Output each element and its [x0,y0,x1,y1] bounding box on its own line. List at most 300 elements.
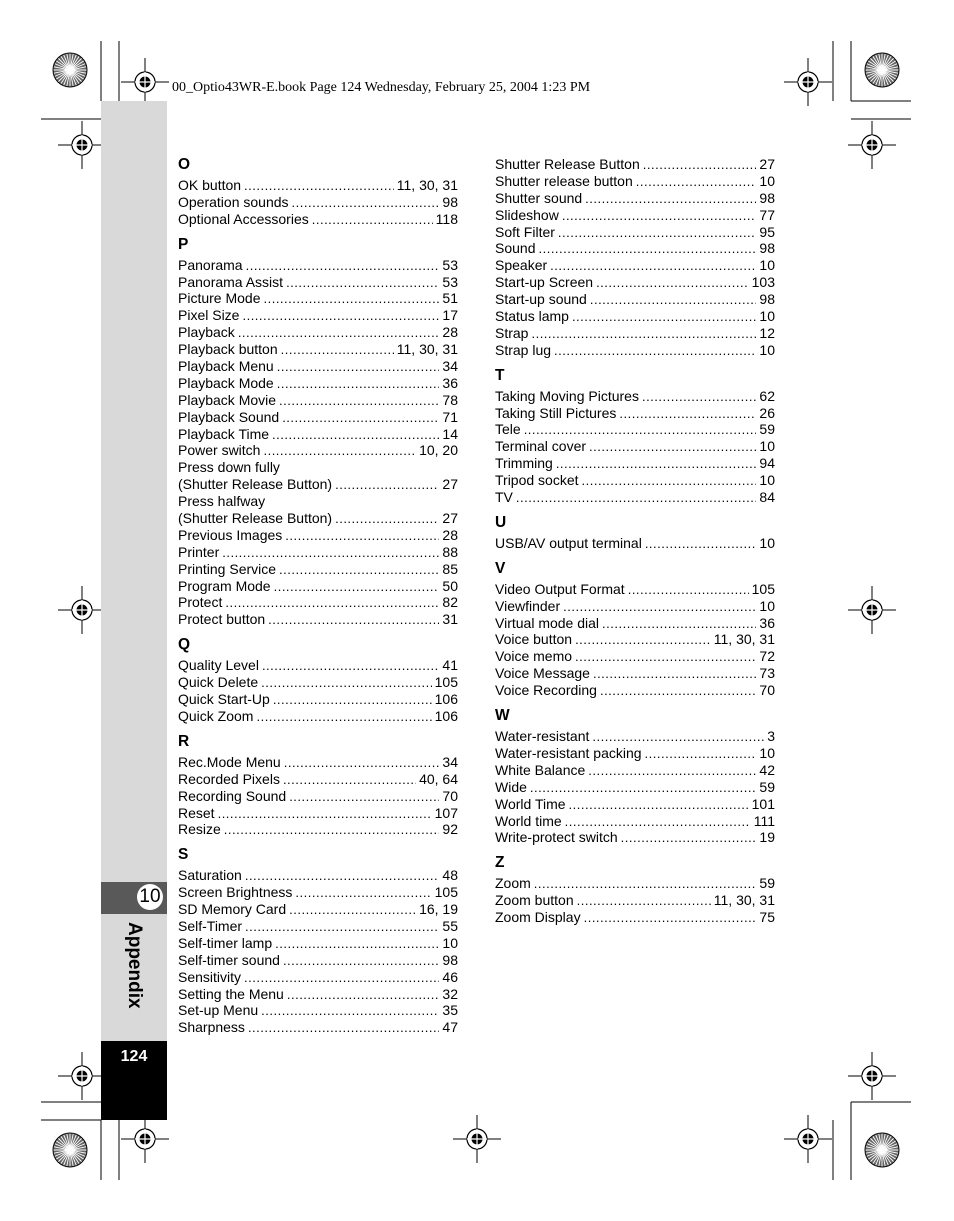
index-term: Picture Mode [178,290,261,307]
dot-leader [274,578,440,596]
index-pages: 98 [442,951,458,968]
index-entry [495,631,775,648]
chapter-number: 10 [137,884,163,910]
index-term: Playback Mode [178,374,274,391]
dot-leader [524,421,757,439]
index-term: Protect [178,594,223,611]
dot-leader [284,754,440,772]
index-entry [178,1019,458,1036]
index-term: Status lamp [495,308,569,325]
dot-leader [268,611,439,629]
index-term: Rec.Mode Menu [178,753,281,770]
index-term: Slideshow [495,206,559,223]
dot-leader [556,455,757,473]
dot-leader [575,631,711,649]
dot-leader [596,274,749,292]
index-term: Start-up Screen [495,274,594,291]
index-entry [178,324,458,341]
dot-leader [312,211,433,229]
index-entry [178,674,458,691]
index-section [178,733,458,838]
index-entry [495,325,775,342]
dot-leader [286,274,439,292]
index-entry [178,884,458,901]
dot-leader [277,358,440,376]
index-pages: 3 [767,728,775,745]
dot-leader [550,257,756,275]
section-letter: O [178,156,191,173]
dot-leader [534,875,757,893]
index-entry [178,611,458,628]
dot-leader [283,771,416,789]
index-pages: 106 [434,691,458,708]
dot-leader [590,291,757,309]
index-pages: 82 [442,594,458,611]
dot-leader [600,682,756,700]
index-section [178,846,458,1036]
section-letter: S [178,846,189,864]
index-entry [495,598,775,615]
index-pages: 35 [442,1002,458,1019]
index-pages: 70 [759,682,775,699]
index-pages: 71 [442,408,458,425]
index-entry [495,489,775,506]
index-entry [178,867,458,884]
index-term: Voice Message [495,665,590,682]
dot-leader [530,779,757,797]
index-pages: 84 [759,489,775,506]
index-pages: 55 [442,917,458,934]
dot-leader [277,375,440,393]
index-term: Playback [178,324,235,341]
dot-leader [272,426,439,444]
index-term: Sound [495,240,536,257]
dot-leader [262,657,439,675]
index-pages: 10 [759,308,775,325]
index-entry [178,657,458,674]
index-term: Strap [495,324,529,341]
index-term: Self-timer sound [178,951,280,968]
index-term: Playback Menu [178,358,274,375]
index-term: Optional Accessories [178,210,309,227]
index-entry-lead: Press down fully [178,459,280,476]
dot-leader [621,829,757,847]
index-term: Recording Sound [178,787,287,804]
index-entry [178,290,458,307]
index-term: Screen Brightness [178,884,293,901]
index-pages: 59 [759,421,775,438]
dot-leader [256,708,431,726]
index-entry [178,307,458,324]
index-term: Self-timer lamp [178,934,273,951]
dot-leader [285,527,439,545]
index-entry [495,745,775,762]
index-term: Taking Moving Pictures [495,387,639,404]
index-pages: 92 [442,821,458,838]
index-pages: 105 [751,580,775,597]
index-entry [178,392,458,409]
index-pages: 31 [442,611,458,628]
index-term: (Shutter Release Button) [178,510,333,527]
dot-leader [245,918,439,936]
index-section [495,707,775,846]
index-entry [178,1002,458,1019]
index-entry [495,405,775,422]
index-entry [178,341,458,358]
index-term: Sensitivity [178,968,242,985]
index-pages: 85 [442,560,458,577]
index-pages: 94 [759,455,775,472]
index-pages: 10 [759,472,775,489]
section-letter: T [495,366,505,384]
index-entry [495,728,775,745]
index-term: Set-up Menu [178,1002,259,1019]
index-term: Quick Zoom [178,707,254,724]
index-pages: 42 [759,761,775,778]
index-pages: 26 [759,404,775,421]
index-term: Quick Start-Up [178,691,270,708]
index-pages: 36 [442,374,458,391]
index-entry [495,291,775,308]
index-entry [178,177,458,194]
dot-leader [628,581,749,599]
index-term: Wide [495,778,527,795]
index-pages: 106 [434,707,458,724]
index-entry [178,476,458,493]
index-section [178,236,458,629]
index-entry [495,421,775,438]
index-entry [495,190,775,207]
dot-leader [246,257,440,275]
dot-leader [575,648,756,666]
index-pages: 95 [759,223,775,240]
index-entry [495,682,775,699]
index-term: Printing Service [178,560,277,577]
index-term: Soft Filter [495,223,555,240]
index-term: Video Output Format [495,580,625,597]
index-entry [495,648,775,665]
index-term: SD Memory Card [178,901,287,918]
index-entry [495,388,775,405]
index-pages: 98 [759,291,775,308]
index-pages: 70 [442,787,458,804]
index-entry [495,796,775,813]
dot-leader [563,598,756,616]
index-section [495,854,775,926]
dot-leader [283,952,439,970]
index-entry [178,952,458,969]
index-entry [495,892,775,909]
dot-leader [565,813,751,831]
index-term: Speaker [495,257,548,274]
index-entry [178,375,458,392]
index-pages: 36 [759,614,775,631]
index-entry [495,257,775,274]
index-pages: 73 [759,665,775,682]
index-term: World Time [495,795,566,812]
index-entry [178,754,458,771]
dot-leader [273,691,432,709]
index-term: White Balance [495,761,586,778]
index-term: Strap lug [495,341,552,358]
index-entry [178,578,458,595]
index-term: Water-resistant packing [495,744,642,761]
section-letter: Q [178,636,191,654]
index-entry [178,510,458,527]
index-entry [178,358,458,375]
index-term: Program Mode [178,577,271,594]
dot-leader [531,325,756,343]
index-term: Quick Delete [178,674,259,691]
index-pages: 62 [759,387,775,404]
index-entry [495,342,775,359]
index-entry [495,615,775,632]
index-entry [495,156,775,173]
dot-leader [225,594,439,612]
index-entry [178,901,458,918]
index-entry [495,762,775,779]
index-term: Playback button [178,341,278,358]
index-pages: 27 [759,156,775,172]
section-letter: U [495,513,507,531]
index-entry [178,194,458,211]
index-pages: 98 [759,240,775,257]
index-term: Pixel Size [178,307,240,324]
dot-leader [281,341,394,359]
index-entry [495,875,775,892]
dot-leader [279,561,439,579]
dot-leader [282,409,439,427]
index-pages: 34 [442,753,458,770]
index-entry [495,173,775,190]
dot-leader [287,986,440,1004]
dot-leader [516,489,757,507]
dot-leader [577,892,711,910]
index-term: USB/AV output terminal [495,534,642,551]
index-entry [178,274,458,291]
chapter-label: Appendix [124,922,145,1009]
index-term: World time [495,812,562,829]
index-term: OK button [178,177,242,193]
index-term: Playback Movie [178,391,277,408]
index-term: Voice Recording [495,682,597,699]
index-section [495,367,775,506]
index-pages: 10 [759,257,775,274]
dot-leader [645,745,757,763]
dot-leader [582,472,757,490]
index-pages: 75 [759,909,775,926]
dot-leader [642,388,756,406]
index-pages: 48 [442,867,458,884]
index-term: Tele [495,421,521,438]
dot-leader [602,615,756,633]
dot-leader [335,510,439,528]
index-pages: 11, 30, 31 [713,892,775,909]
index-pages: 32 [442,985,458,1002]
index-pages: 11, 30, 31 [396,177,458,193]
index-section [495,560,775,699]
dot-leader [585,190,756,208]
dot-leader [636,173,757,191]
dot-leader [569,796,749,814]
dot-leader [572,308,756,326]
dot-leader [238,324,440,342]
dot-leader [263,290,439,308]
index-entry [178,426,458,443]
index-term: Operation sounds [178,193,289,210]
index-term: TV [495,489,513,506]
index-term: Protect button [178,611,266,628]
index-pages: 17 [442,307,458,324]
index-pages: 105 [434,674,458,691]
index-term: Sharpness [178,1019,245,1036]
index-term: Tripod socket [495,472,579,489]
dot-leader [584,909,757,927]
index-pages: 98 [759,189,775,206]
index-pages: 118 [435,210,458,227]
index-pages: 50 [442,577,458,594]
index-pages: 101 [751,795,775,812]
index-entry [178,708,458,725]
index-pages: 11, 30, 31 [713,631,775,648]
index-pages: 10, 20 [419,442,458,459]
index-term: Zoom Display [495,909,581,926]
index-term: Taking Still Pictures [495,404,617,421]
index-entry [178,805,458,822]
index-entry [178,561,458,578]
dot-leader [261,674,431,692]
index-pages: 27 [442,510,458,527]
index-term: Voice button [495,631,573,648]
section-letter: W [495,707,510,725]
dot-leader [588,762,756,780]
index-term: Playback Sound [178,408,280,425]
index-term: Reset [178,804,215,821]
index-section [495,514,775,552]
index-term: Shutter sound [495,189,583,206]
index-term: Playback Time [178,425,270,442]
index-pages: 103 [751,274,775,291]
index-entry [178,986,458,1003]
index-entry [495,779,775,796]
index-pages: 53 [442,256,458,273]
dot-leader [538,240,756,258]
index-pages: 59 [759,778,775,795]
index-pages: 34 [442,358,458,375]
index-term: Panorama Assist [178,273,284,290]
dot-leader [558,224,757,242]
index-term: Previous Images [178,526,283,543]
dot-leader [244,177,394,195]
index-pages: 77 [759,206,775,223]
index-term: Start-up sound [495,291,587,308]
index-term: Panorama [178,256,243,273]
index-term: Resize [178,821,221,838]
index-pages: 10 [759,172,775,189]
index-term: Power switch [178,442,261,459]
dot-leader [289,901,416,919]
index-term: Printer [178,543,220,560]
index-entry [178,544,458,561]
section-letter: V [495,559,506,577]
index-entry [178,821,458,838]
index-column-right [495,156,775,934]
index-entry [178,918,458,935]
index-pages: 88 [442,543,458,560]
index-term: Viewfinder [495,597,561,614]
dot-leader [645,535,757,553]
index-pages: 46 [442,968,458,985]
index-term: Recorded Pixels [178,770,280,787]
index-pages: 28 [442,324,458,341]
index-entry [495,240,775,257]
index-entry [495,308,775,325]
index-pages: 14 [442,425,458,442]
dot-leader [289,788,439,806]
index-term: Terminal cover [495,438,587,455]
dot-leader [619,405,756,423]
dot-leader [242,307,439,325]
index-pages: 47 [442,1019,458,1036]
index-term: (Shutter Release Button) [178,476,333,493]
dot-leader [263,442,416,460]
index-pages: 98 [442,193,458,210]
index-entry [178,788,458,805]
dot-leader [218,805,432,823]
dot-leader [593,665,756,683]
dot-leader [554,342,756,360]
index-entry [178,409,458,426]
index-term: Voice memo [495,648,573,665]
index-term: Zoom [495,875,531,892]
index-entry [495,274,775,291]
index-entry [178,442,458,459]
index-term: Self-Timer [178,917,243,934]
index-pages: 111 [753,812,775,829]
index-entry [178,935,458,952]
dot-leader [275,935,439,953]
index-entry [495,813,775,830]
index-entry [495,438,775,455]
dot-leader [279,392,439,410]
index-entry [178,211,458,228]
index-term: Setting the Menu [178,985,284,1002]
index-section [495,156,775,359]
index-term: Water-resistant [495,728,590,745]
index-entry [495,581,775,598]
index-pages: 53 [442,273,458,290]
dot-leader [562,207,757,225]
index-pages: 107 [434,804,458,821]
section-letter: Z [495,854,505,872]
index-pages: 10 [759,438,775,455]
section-letter: P [178,235,189,253]
index-term: Virtual mode dial [495,614,600,631]
index-term: Shutter Release Button [495,156,640,172]
index-entry [178,257,458,274]
index-pages: 10 [442,934,458,951]
index-term: Write-protect switch [495,829,618,846]
dot-leader [222,544,439,562]
index-entry [178,527,458,544]
index-entry-lead: Press halfway [178,493,266,510]
index-pages: 105 [434,884,458,901]
index-term: Saturation [178,867,242,884]
dot-leader [335,476,439,494]
index-pages: 11, 30, 31 [396,341,458,358]
index-term: Shutter release button [495,172,633,189]
index-pages: 12 [759,324,775,341]
